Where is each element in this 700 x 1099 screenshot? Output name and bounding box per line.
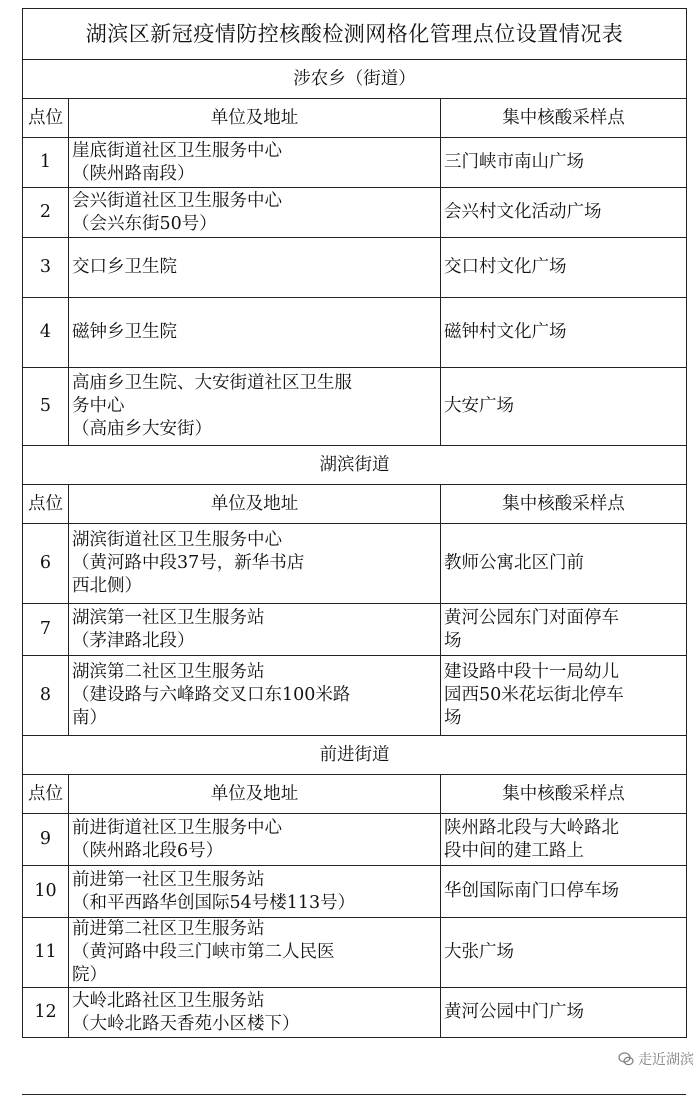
table-row <box>23 368 687 446</box>
site-line: 段中间的建工路上 <box>444 840 584 861</box>
site-line: 黄河公园中门广场 <box>444 1002 584 1022</box>
site-line: 大张广场 <box>444 942 514 962</box>
site-line: 场 <box>444 630 462 651</box>
point-number: 8 <box>23 656 69 736</box>
sampling-site <box>441 238 687 298</box>
site-line: 华创国际南门口停车场 <box>444 881 619 901</box>
unit-address <box>69 604 441 656</box>
sampling-site <box>441 814 687 866</box>
table-row <box>23 298 687 368</box>
unit-line: 交口乡卫生院 <box>72 257 177 277</box>
bottom-border <box>22 1094 686 1095</box>
column-header-row <box>23 99 687 138</box>
section-header-row <box>23 446 687 485</box>
unit-line: 西北侧） <box>72 576 142 596</box>
unit-address <box>69 524 441 604</box>
sampling-site <box>441 298 687 368</box>
unit-line: 湖滨第一社区卫生服务站 <box>72 607 265 628</box>
table-title: 湖滨区新冠疫情防控核酸检测网格化管理点位设置情况表 <box>23 9 687 60</box>
unit-line: （陕州路南段） <box>72 163 195 184</box>
header-site: 集中核酸采样点 <box>441 485 687 524</box>
watermark-text: 走近湖滨 <box>638 1052 694 1068</box>
unit-line: 院） <box>72 965 107 985</box>
point-number: 9 <box>23 814 69 866</box>
table-row <box>23 138 687 188</box>
unit-address <box>69 918 441 988</box>
header-num: 点位 <box>23 485 69 524</box>
unit-line: 前进街道社区卫生服务中心 <box>72 817 282 838</box>
point-number: 3 <box>23 238 69 298</box>
table-title-row <box>23 9 687 60</box>
section-header-row <box>23 60 687 99</box>
table-row <box>23 814 687 866</box>
table-row <box>23 604 687 656</box>
section-name: 湖滨街道 <box>23 446 687 485</box>
unit-address <box>69 656 441 736</box>
site-line: 黄河公园东门对面停车 <box>444 607 619 628</box>
unit-line: （会兴东街50号） <box>72 213 217 234</box>
point-number: 11 <box>23 918 69 988</box>
sampling-site <box>441 866 687 918</box>
unit-line: 南） <box>72 708 107 728</box>
unit-address <box>69 368 441 446</box>
sampling-site <box>441 138 687 188</box>
site-line: 建设路中段十一局幼儿 <box>444 662 619 682</box>
unit-address <box>69 138 441 188</box>
site-line: 三门峡市南山广场 <box>444 152 584 172</box>
section-header-row <box>23 736 687 775</box>
unit-line: （黄河路中段37号，新华书店 <box>72 553 305 573</box>
section-name: 前进街道 <box>23 736 687 775</box>
unit-address <box>69 814 441 866</box>
point-number: 7 <box>23 604 69 656</box>
site-line: 交口村文化广场 <box>444 257 567 277</box>
unit-address <box>69 298 441 368</box>
header-num: 点位 <box>23 99 69 138</box>
header-num: 点位 <box>23 775 69 814</box>
header-site: 集中核酸采样点 <box>441 99 687 138</box>
unit-line: 务中心 <box>72 396 125 416</box>
unit-line: （陕州路北段6号） <box>72 840 224 861</box>
unit-line: （和平西路华创国际54号楼113号） <box>72 892 356 913</box>
unit-line: （建设路与六峰路交叉口东100米路 <box>72 685 351 705</box>
unit-line: 崖底街道社区卫生服务中心 <box>72 140 282 161</box>
table-row <box>23 918 687 988</box>
unit-line: 湖滨街道社区卫生服务中心 <box>72 530 282 550</box>
unit-address <box>69 866 441 918</box>
point-number: 4 <box>23 298 69 368</box>
watermark <box>618 1049 694 1069</box>
site-line: 陕州路北段与大岭路北 <box>444 817 619 838</box>
header-unit: 单位及地址 <box>69 775 441 814</box>
unit-line: （大岭北路天香苑小区楼下） <box>72 1013 300 1034</box>
table-row <box>23 524 687 604</box>
unit-line: 前进第二社区卫生服务站 <box>72 919 265 939</box>
unit-line: 大岭北路社区卫生服务站 <box>72 990 265 1011</box>
site-line: 场 <box>444 708 462 728</box>
sampling-site <box>441 918 687 988</box>
testing-points-table <box>22 8 687 1038</box>
point-number: 1 <box>23 138 69 188</box>
table-row <box>23 238 687 298</box>
sampling-site <box>441 604 687 656</box>
point-number: 10 <box>23 866 69 918</box>
unit-line: （黄河路中段三门峡市第二人民医 <box>72 942 335 962</box>
unit-address <box>69 988 441 1038</box>
site-line: 磁钟村文化广场 <box>444 322 567 342</box>
section-name: 涉农乡（街道） <box>23 60 687 99</box>
table-row <box>23 988 687 1038</box>
unit-line: 会兴街道社区卫生服务中心 <box>72 190 282 211</box>
sampling-site <box>441 988 687 1038</box>
site-line: 园西50米花坛街北停车 <box>444 685 624 705</box>
unit-line: （茅津路北段） <box>72 630 195 651</box>
unit-line: 磁钟乡卫生院 <box>72 322 177 342</box>
unit-address <box>69 188 441 238</box>
column-header-row <box>23 485 687 524</box>
point-number: 6 <box>23 524 69 604</box>
unit-line: 湖滨第二社区卫生服务站 <box>72 662 265 682</box>
unit-address <box>69 238 441 298</box>
point-number: 12 <box>23 988 69 1038</box>
sampling-site <box>441 368 687 446</box>
table-row <box>23 656 687 736</box>
header-unit: 单位及地址 <box>69 99 441 138</box>
wechat-logo-icon <box>618 1051 634 1067</box>
table-row <box>23 866 687 918</box>
point-number: 2 <box>23 188 69 238</box>
header-unit: 单位及地址 <box>69 485 441 524</box>
header-site: 集中核酸采样点 <box>441 775 687 814</box>
table-sheet <box>22 8 686 1038</box>
sampling-site <box>441 188 687 238</box>
unit-line: 前进第一社区卫生服务站 <box>72 869 265 890</box>
table-row <box>23 188 687 238</box>
column-header-row <box>23 775 687 814</box>
site-line: 会兴村文化活动广场 <box>444 202 602 222</box>
site-line: 教师公寓北区门前 <box>444 553 584 573</box>
sampling-site <box>441 524 687 604</box>
unit-line: 高庙乡卫生院、大安街道社区卫生服 <box>72 373 352 393</box>
sampling-site <box>441 656 687 736</box>
point-number: 5 <box>23 368 69 446</box>
unit-line: （高庙乡大安街） <box>72 419 212 439</box>
site-line: 大安广场 <box>444 396 514 416</box>
